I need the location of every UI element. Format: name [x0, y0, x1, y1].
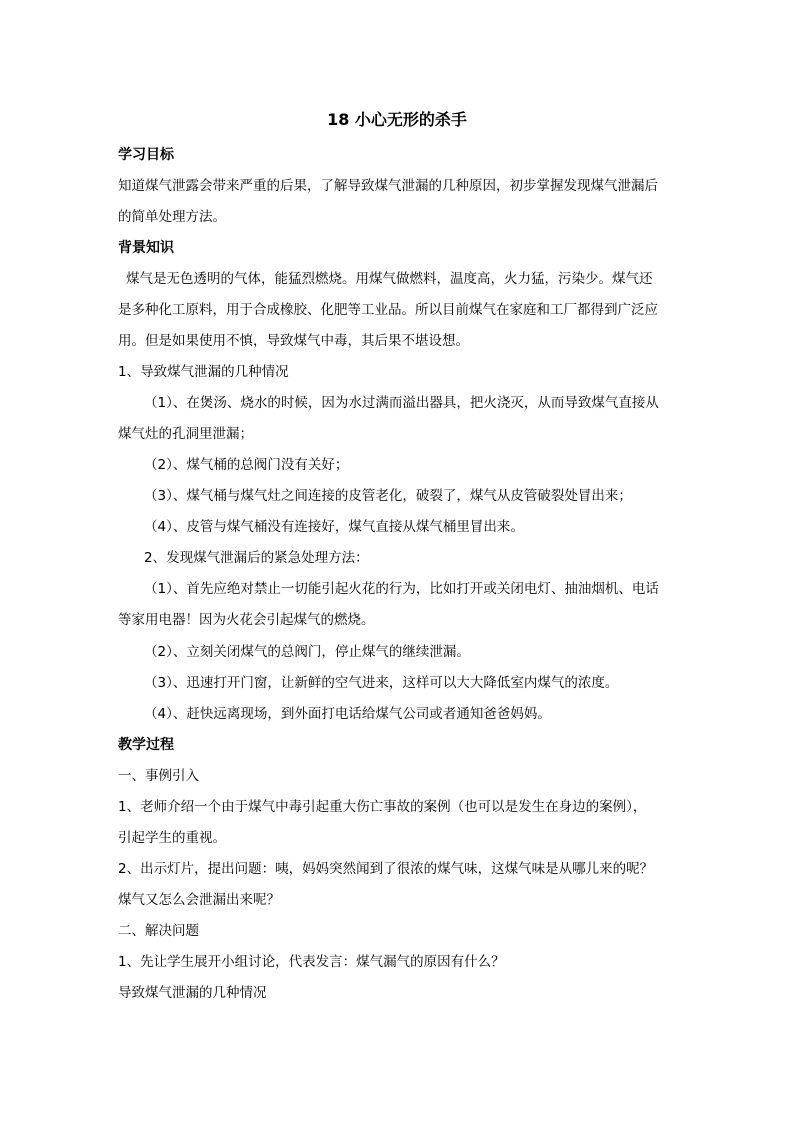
emergency-heading: 2、发现煤气泄漏后的紧急处理方法： [144, 550, 369, 566]
process-heading: 教学过程 [118, 737, 174, 753]
goal-line: 的简单处理方法。 [118, 209, 226, 225]
document-title: 18 小心无形的杀手 [327, 110, 467, 129]
cause-item-1: （1）、在煲汤、烧水的时候，因为水过满而溢出器具，把火浇灭，从而导致煤气直接从 [144, 395, 659, 411]
background-heading: 背景知识 [118, 240, 174, 256]
cause-item-4: （4）、皮管与煤气桶没有连接好，煤气直接从煤气桶里冒出来。 [144, 519, 524, 535]
background-line: 用。但是如果使用不慎，导致煤气中毒，其后果不堪设想。 [118, 333, 469, 349]
process-paragraph-4: 导致煤气泄漏的几种情况 [118, 985, 267, 1001]
process-section-2: 二、解决问题 [118, 923, 199, 939]
emergency-item-2: （2）、立刻关闭煤气的总阀门，停止煤气的继续泄漏。 [144, 644, 470, 660]
process-paragraph-2: 2、出示灯片，提出问题：咦，妈妈突然闻到了很浓的煤气味，这煤气味是从哪儿来的呢？ [118, 861, 654, 877]
goal-heading: 学习目标 [118, 147, 174, 163]
background-line: 煤气是无色透明的气体，能猛烈燃烧。用煤气做燃料，温度高，火力猛，污染少。煤气还 [126, 271, 653, 287]
process-section-1: 一、事例引入 [118, 768, 199, 784]
cause-item-3: （3）、煤气桶与煤气灶之间连接的皮管老化，破裂了，煤气从皮管破裂处冒出来； [144, 488, 632, 504]
process-paragraph-3: 1、先让学生展开小组讨论，代表发言：煤气漏气的原因有什么？ [118, 954, 505, 970]
emergency-item-4: （4）、赶快远离现场，到外面打电话给煤气公司或者通知爸爸妈妈。 [144, 706, 551, 722]
cause-item-2: （2）、煤气桶的总阀门没有关好； [144, 457, 349, 473]
background-line: 是多种化工原料，用于合成橡胶、化肥等工业品。所以目前煤气在家庭和工厂都得到广泛应 [118, 302, 658, 318]
process-paragraph-1: 1、老师介绍一个由于煤气中毒引起重大伤亡事故的案例（也可以是发生在身边的案例）， [118, 799, 647, 815]
emergency-item-1: （1）、首先应绝对禁止一切能引起火花的行为，比如打开或关闭电灯、抽油烟机、电话 [144, 581, 659, 597]
goal-line: 知道煤气泄露会带来严重的后果，了解导致煤气泄漏的几种原因，初步掌握发现煤气泄漏后 [118, 178, 658, 194]
emergency-item-3: （3）、迅速打开门窗，让新鲜的空气进来，这样可以大大降低室内煤气的浓度。 [144, 675, 619, 691]
causes-heading: 1、导致煤气泄漏的几种情况 [118, 364, 289, 380]
emergency-item-1-cont: 等家用电器！因为火花会引起煤气的燃烧。 [118, 612, 375, 628]
process-paragraph-2-cont: 煤气又怎么会泄漏出来呢？ [118, 892, 280, 908]
cause-item-1-cont: 煤气灶的孔洞里泄漏； [118, 426, 253, 442]
process-paragraph-1-cont: 引起学生的重视。 [118, 830, 226, 846]
